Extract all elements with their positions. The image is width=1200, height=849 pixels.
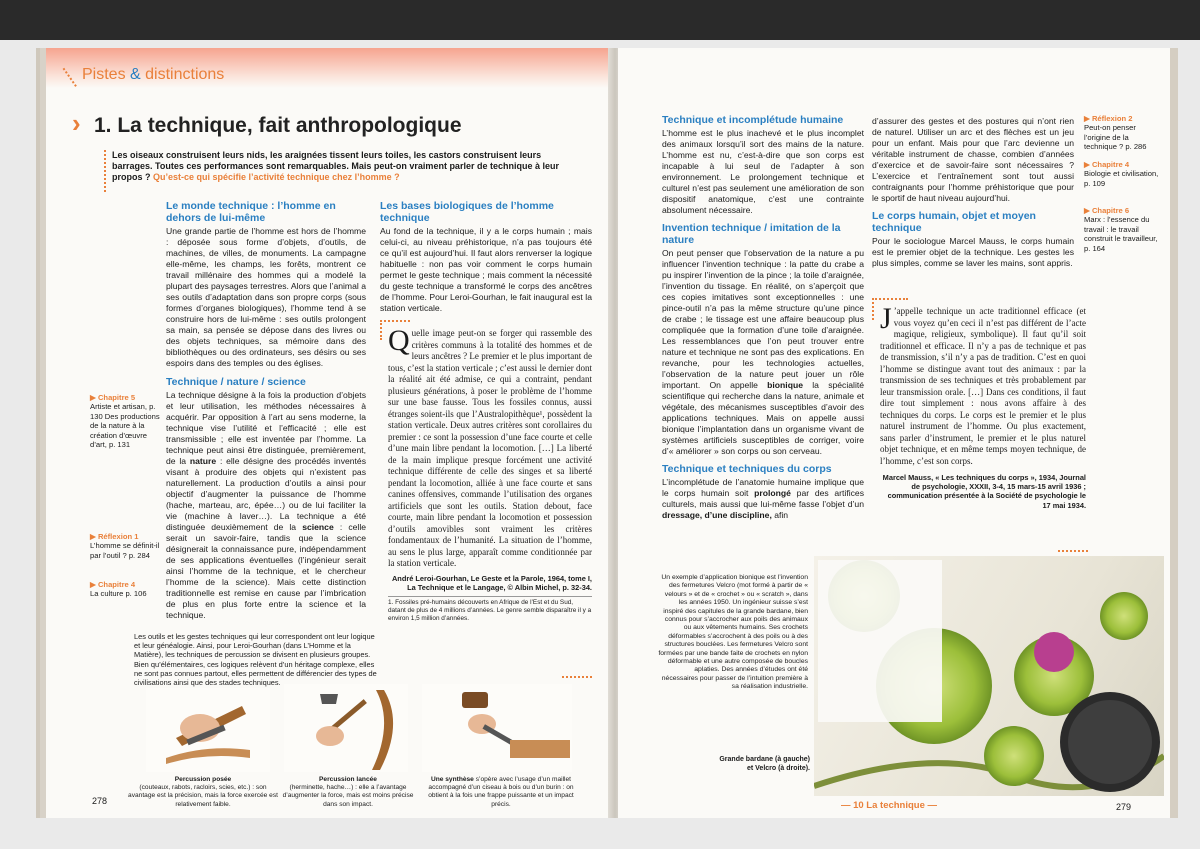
section-brand: Pistes & distinctions <box>82 66 225 83</box>
page-number-left: 278 <box>92 796 108 806</box>
section-title-invention: Invention technique / imitation de la nature <box>662 222 841 246</box>
section-title-monde-technique: Le monde technique : l’homme en dehors de lui-même <box>166 200 336 224</box>
side-ref-chapitre-4-right: ▶ Chapitre 4 Biologie et civilisation, p. 109 <box>1084 160 1159 188</box>
right-column-1 <box>662 114 864 521</box>
continued-text: d’assurer des gestes et des postures qui n’ont rien de naturel. Utiliser un arc et des flèches est un jeu pour un enfant. Mais pour que l’arc devienne un véritable instrument de chasse, combien d’années d’exercice et de savoir-faire sont nécessaires ? L’exercice et l’entraînement sont tout aussi contraignants pour l’homme préhistorique que pour le sportif de haut niveau aujourd’hui. <box>872 116 1074 203</box>
section-text-technique-nature-science: La technique désigne à la fois la production d’objets et leur utilisation, les méthodes nécessaires à acquérir. Par opposition à l’art au sens moderne, la technique vise l’utilité et l’efficacité ; elle est transmissible ; elle est inventée par l’homme. La technique peut ainsi être distinguée, premièrement, de la nature : elle désigne des procédés inventés visant à produire des objets qui n’existent pas naturellement. La production d’outils a ainsi pour objectif d’augmenter la puissance de l’homme (hache, marteau, arc, épée…) ou de lui faciliter la vie (machine à laver…). La technique a été distinguée deuxièmement de la science : celle serait un savoir-faire, tandis que la science désignerait la connaissance pure, indépendamment de ses applications éventuelles (l’ingénieur serait ainsi l’homme de la technique, et le chercheur l’homme de la science). Mais cette distinction traditionnelle est remise en cause par l’imbrication de plus en plus forte entre la science et la technique. <box>166 390 367 620</box>
illustration-percussion-posee <box>146 688 270 772</box>
right-column-2 <box>872 116 1074 269</box>
quote-dots-bottom <box>562 676 592 678</box>
photo-caption: Un exemple d’application bionique est l’invention des fermetures Velcro (mot formé à partir de « velours » et de « crochet » ou « scratch », dans les années 1950. Un ingénieur suisse s’est inspiré des capitules de la grande bardane, bien connus pour s’accrocher aux poils des animaux ou aux vêtements humains. Ses crochets déformables s’accrochent à des poils ou à des structures bouclées. Les fermetures Velcro sont formées par une bande faite de crochets en nylon déformable et une autre composée de boucles aplaties. Des années d’études ont été nécessaires pour passer de l’intuition première à sa réalisation industrielle. <box>658 574 808 691</box>
page-title: 1. La technique, fait anthropologique <box>94 114 462 137</box>
quote2-signature: Marcel Mauss, « Les techniques du corps », 1934, Journal de psychologie, XXXII, 3-4, 15 mars-15 avril 1936 ; communication présentée à la Société de psychologie le 17 mai 1934. <box>882 473 1086 510</box>
chevron-right-icon: › <box>72 108 81 138</box>
intro-paragraph: Les oiseaux construisent leurs nids, les araignées tissent leurs toiles, les castors construisent leurs barrages. Toutes ces performances sont remarquables. Mais peut-on vraiment parler de technique à leur propos ? Qu’est-ce qui spécifie l’activité technique chez l’homme ? <box>112 150 559 183</box>
left-column <box>166 200 366 621</box>
section-text-corps-humain: Pour le sociologue Marcel Mauss, le corps humain est le premier objet de la technique. Les gestes les plus simples, comme se laver les mains, sont appris. <box>872 236 1074 268</box>
photo-label: Grande bardane (à gauche) et Velcro (à droite). <box>719 756 810 772</box>
side-ref-chapitre-4: ▶ Chapitre 4 La culture p. 106 <box>90 580 147 599</box>
side-ref-reflexion-2: ▶ Réflexion 2 Peut-on penser l’origine de la technique ? p. 286 <box>1084 114 1147 152</box>
section-text-incompletude: L’homme est le plus inachevé et le plus incomplet des animaux lorsqu’il sort des mains de la nature. L’homme est nu, c’est-à-dire que son corps est incapable à lui seul de l’adapter à son environnement. Le prolongement technique et culturel n’est pas seulement une amélioration de son dispositif anatomique, c’est une contrainte absolument nécessaire. <box>662 128 864 215</box>
section-text-invention: On peut penser que l’observation de la nature a pu influencer l’invention technique : la patte du crabe a pu inspirer l’invention de la pince ; la toile d’araignée, l’invention du tissage. En réalité, on s’aperçoit que ces copies imitatives sont exceptionnelles : une pince-outil n’a pas la même structure qu’une pince de crabe ; le tissage est une affaire beaucoup plus compliquée que la formation d’une toile d’araignée. Les ressemblances que l’on peut trouver entre nature et technique ne sont pas des explications. En revanche, pour les technologies actuelles, l’observation de la nature peut jouer un rôle important. On appelle bionique la spécialité scientifique qui recherche dans la nature, animale et végétale, des mécanismes susceptibles d’avoir des applications techniques. Mais on appelle aussi bionique l’implantation dans un organisme vivant de systèmes artificiels susceptibles de corriger, voire d’« améliorer » son corps ou son cerveau. <box>662 248 865 456</box>
drop-cap-2: J <box>880 302 892 335</box>
section-title-incompletude: Technique et incomplétude humaine <box>662 114 844 126</box>
open-book <box>30 40 1190 820</box>
side-ref-chapitre-5: ▶ Chapitre 5 Artiste et artisan, p. 130 Des productions de la nature à la création d’œuvre d’art, p. 131 <box>90 393 160 450</box>
illustration-synthese <box>422 684 572 772</box>
bottom-note: Les outils et les gestes techniques qui leur correspondent ont leur logique et leur généalogie. Ainsi, pour Leroi-Gourhan (dans L’Homme et la Matière), les techniques de percussion se divisent en plusieurs groupes. Bien qu’élémentaires, ces logiques relèvent d’un héritage complexe, elles ne sont pas connues partout, elles permettent de différencier des types de civilisations ainsi que des stades techniques. <box>134 632 377 688</box>
intro-dots <box>104 150 106 192</box>
side-ref-chapitre-6: ▶ Chapitre 6 Marx : l’essence du travail : le travail construit le travailleur, p. 164 <box>1084 206 1158 253</box>
quote2-dots-bottom <box>1058 550 1088 552</box>
quote-dots-left <box>380 320 382 340</box>
quote-signature: André Leroi-Gourhan, Le Geste et la Parole, 1964, tome I, La Technique et le Langage, © Albin Michel, p. 32-34. <box>391 573 592 592</box>
section-title-bases-biologiques: Les bases biologiques de l’homme technique <box>380 200 554 224</box>
section-text-monde-technique: Une grande partie de l’homme est hors de l’homme : déposée sous forme d’objets, d’outils, de machines, de villes, de monuments. La campagne elle-même, les champs, les forêts, montrent ce travail millénaire des hommes qui a modelé la plupart des paysages terrestres. Alors que l’animal a ses outils d’adaptation dans son propre corps (sous formes d’organes biologiques), l’homme tend à se construire hors de lui-même : ses outils prolongent sa main, sa pensée se dépose dans des livres ou des objets techniques, sa mémoire dans des bibliothèques ou des ordinateurs, ses désirs ou ses espoirs dans des temples ou des églises. <box>166 226 366 368</box>
side-ref-reflexion-1: ▶ Réflexion 1 L’homme se définit-il par l’outil ? p. 284 <box>90 532 160 560</box>
illustration-percussion-lancee <box>284 684 408 772</box>
scan-border <box>0 0 1200 40</box>
page-number-right: 279 <box>1116 802 1132 812</box>
section-title-corps-humain: Le corps humain, objet et moyen technique <box>872 210 1036 234</box>
quote2-dots-top <box>872 298 908 300</box>
quote2-dots-left <box>872 298 874 320</box>
right-page <box>618 48 1178 818</box>
leroi-gourhan-quote <box>388 324 592 623</box>
footnote: 1. Fossiles pré-humains découverts en Afrique de l’Est et du Sud, datant de plus de 4 millions d’années. Le genre semble disparaître il y a environ 1,5 million d’années. <box>388 596 592 623</box>
drop-cap: Q <box>388 324 410 357</box>
intro-question: Qu’est-ce qui spécifie l’activité technique chez l’homme ? <box>153 172 400 183</box>
section-title-technique-nature-science: Technique / nature / science <box>166 376 306 388</box>
mauss-quote <box>880 302 1086 510</box>
section-text-techniques-du-corps: L’incomplétude de l’anatomie humaine implique que le corps humain soit prolongé par des artifices culturels, mais aussi que lui-même fasse l’objet d’un dressage, d’une discipline, afin <box>662 477 865 520</box>
quote-body: Q uelle image peut-on se forger qui rassemble des critères communs à la totalité des hommes et de leurs ancêtres ? Le premier et le plus important de tous, c’est la station verticale ; c’est aussi le dernier dont la réalité ait été admise, ce qui a contraint, pendant plusieurs générations, à poser le problème de l’homme sur une base fausse. Tous les fossiles connus, aussi étranges soient-ils que l’Australopithèque¹, possèdent la station verticale. Deux autres critères sont corollaires du premier : ce sont la possession d’une face courte et celle d’une main libre pendant la locomotion. […] La liberté de la main implique presque forcément une activité technique différente de celle des singes et sa liberté pendant la locomotion, alliée à une face courte et sans canines offensives, commande l’utilisation des organes artificiels que sont les outils. Station debout, face courte, main libre pendant la locomotion et possession d’outils amovibles sont vraiment les critères fondamentaux de l’humanité. La situation de l’homme, au sens le plus large, apparaît comme conditionnée par la station verticale. <box>388 324 592 568</box>
quote-dots-top <box>380 320 410 322</box>
caption-synthese: Une synthèse s’opère avec l’usage d’un maillet accompagné d’un ciseau à bois ou d’un burin : on obtient à la fois une frappe puissante et un impact précis. <box>428 776 574 808</box>
photo-caption-backdrop <box>818 560 942 722</box>
chapter-footer: — 10 La technique — <box>840 800 938 811</box>
caption-percussion-lancee: Percussion lancée (herminette, hache…) : elle a l’avantage d’augmenter la force, mais est moins précise dans son impact. <box>282 776 414 808</box>
section-title-techniques-du-corps: Technique et techniques du corps <box>662 463 832 475</box>
section-text-bases-biologiques: Au fond de la technique, il y a le corps humain ; mais celui-ci, au niveau préhistorique, n’a pas toujours été ce qu’il est aujourd’hui. Il faut alors renverser la logique habituelle : non pas voir comment le corps humain permet le geste technique ; mais comment la nécessité du geste technique a transformé le corps des ancêtres de l’homme. Pour Leroi-Gourhan, le fait inaugural est la station verticale. <box>380 226 592 313</box>
left-page <box>40 48 608 818</box>
caption-percussion-posee: Percussion posée (couteaux, rabots, racloirs, scies, etc.) : son avantage est la précision, mais la force exercée est relativement faible. <box>128 776 278 808</box>
quote2-body: J ’appelle technique un acte traditionnel efficace (et vous voyez qu’en ceci il n’est pas différent de l’acte magique, religieux, symbolique). Il faut qu’il soit traditionnel et efficace. Il n’y a pas de technique et pas de transmission, s’il n’y a pas de tradition. C’est en quoi l’homme se distingue avant tout des animaux : par la transmission de ses techniques et très probablement par leur transmission orale. […] Dans ces conditions, il faut dire tout simplement : nous avons affaire à des techniques du corps. Le corps est le premier et le plus naturel instrument de l’homme. Ou plus exactement, sans parler d’instrument, le premier et le plus naturel objet technique, et en même temps moyen technique, de l’homme, c’est son corps. <box>880 302 1086 466</box>
middle-column <box>380 200 592 314</box>
